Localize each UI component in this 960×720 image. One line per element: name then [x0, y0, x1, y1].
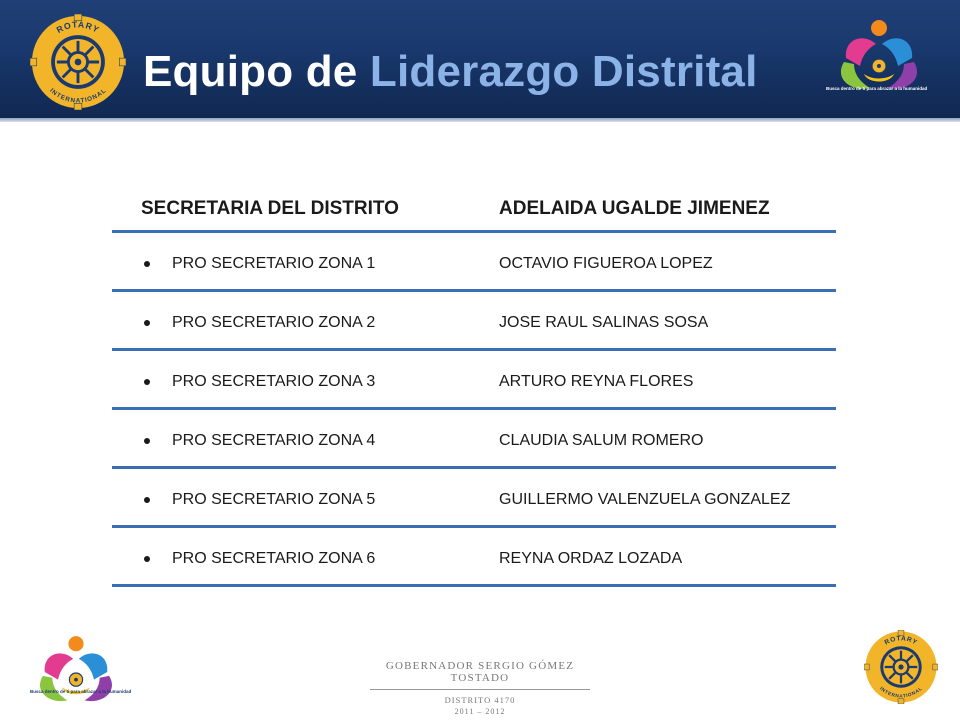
head-name: ADELAIDA UGALDE JIMENEZ: [499, 198, 770, 219]
page-title-part1: Equipo de: [143, 47, 358, 96]
district-years: 2011 – 2012: [454, 707, 506, 716]
roster-row: [112, 292, 836, 351]
row-name: JOSE RAUL SALINAS SOSA: [499, 314, 709, 331]
roster-row: [112, 410, 836, 469]
footer-divider: [370, 689, 590, 690]
row-position: PRO SECRETARIO ZONA 6: [172, 550, 376, 567]
roster-row: [112, 469, 836, 528]
bullet-icon: [144, 497, 150, 503]
roster-header-row: [112, 180, 836, 233]
rotary-logo-bottom-top-text: ROTARY: [883, 635, 919, 647]
row-position: PRO SECRETARIO ZONA 1: [172, 255, 376, 272]
row-name: REYNA ORDAZ LOZADA: [499, 550, 683, 567]
row-position: PRO SECRETARIO ZONA 5: [172, 491, 376, 508]
governor-signature-block: [360, 660, 600, 716]
bullet-icon: [144, 261, 150, 267]
hug-logo-tagline: Busca dentro de ti para abrazar a la humanidad: [826, 86, 928, 91]
row-name: GUILLERMO VALENZUELA GONZALEZ: [499, 491, 791, 508]
row-position: PRO SECRETARIO ZONA 3: [172, 373, 376, 390]
governor-name: GOBERNADOR SERGIO GÓMEZ TOSTADO: [385, 660, 575, 684]
bullet-icon: [144, 320, 150, 326]
bullet-icon: [144, 379, 150, 385]
row-name: CLAUDIA SALUM ROMERO: [499, 432, 704, 449]
roster-row: [112, 528, 836, 587]
rotary-logo-top-text: ROTARY: [54, 19, 102, 36]
rotary-wheel-logo: [30, 14, 126, 110]
page-title-part2: Liderazgo Distrital: [369, 47, 758, 96]
page-title: [143, 47, 758, 96]
leadership-roster: [112, 180, 836, 587]
bullet-icon: [144, 556, 150, 562]
hug-logo-bottom-icon: [24, 634, 128, 712]
hug-logo-bottom-tagline: Busca dentro de ti para abrazar a la humanidad: [30, 689, 132, 694]
rotary-logo-bottom-bottom-text: INTERNATIONAL: [878, 686, 924, 700]
header-banner: [0, 0, 960, 118]
rotary-logo-bottom-text: INTERNATIONAL: [48, 87, 108, 105]
row-name: ARTURO REYNA FLORES: [499, 373, 694, 390]
district-number: DISTRITO 4170: [444, 695, 516, 705]
row-position: PRO SECRETARIO ZONA 4: [172, 432, 376, 449]
bullet-icon: [144, 438, 150, 444]
rotary-wheel-logo-bottom: [864, 630, 938, 704]
head-position: SECRETARIA DEL DISTRITO: [141, 198, 399, 219]
row-position: PRO SECRETARIO ZONA 2: [172, 314, 376, 331]
row-name: OCTAVIO FIGUEROA LOPEZ: [499, 255, 713, 272]
roster-row: [112, 351, 836, 410]
roster-row: [112, 233, 836, 292]
